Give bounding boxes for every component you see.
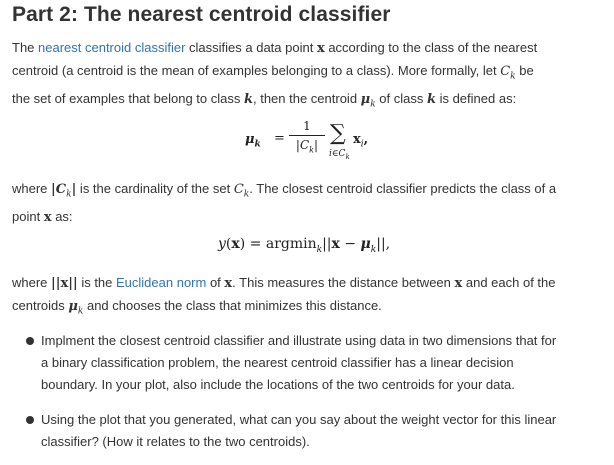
text: centroid (a centroid is the mean of examples belonging to a class). More formally, let bbox=[12, 63, 501, 78]
eq2-minus: − bbox=[339, 236, 361, 252]
eq2-norm-close: ||, bbox=[376, 236, 391, 252]
text: of bbox=[206, 275, 225, 290]
text: centroids bbox=[12, 298, 69, 313]
where2-line-1 bbox=[12, 272, 606, 295]
bullet-1-line-1: Implment the closest centroid classifier and illustrate using data in two dimensions that for bbox=[41, 333, 557, 348]
math-C: C bbox=[233, 182, 244, 197]
eq1-fraction bbox=[289, 119, 325, 157]
math-x: x bbox=[43, 209, 52, 225]
euclidean-paragraph bbox=[12, 272, 606, 323]
bullet-dot bbox=[26, 337, 34, 345]
bullet-item-2 bbox=[41, 409, 609, 453]
math-x: x bbox=[454, 276, 463, 291]
eq1-term bbox=[353, 132, 368, 150]
eq2-norm-open: || bbox=[322, 236, 332, 252]
text: point bbox=[12, 208, 44, 224]
math-mu: μ bbox=[360, 91, 371, 107]
math-sub-k: k bbox=[510, 71, 516, 82]
math-sub-k: k bbox=[77, 306, 84, 317]
eq1-equals: = bbox=[274, 131, 285, 146]
eq2-x: x bbox=[231, 236, 240, 252]
math-C: |C bbox=[51, 182, 67, 197]
text: and each of the bbox=[462, 275, 556, 290]
text: as: bbox=[51, 208, 73, 224]
eq1-mu-sub: k bbox=[254, 139, 261, 150]
page-title: Part 2: The nearest centroid classifier bbox=[12, 3, 391, 26]
text: . This measures the distance between bbox=[232, 275, 455, 290]
eq1-den-end: | bbox=[314, 138, 319, 152]
text: where bbox=[12, 275, 52, 290]
eq2-x2: x bbox=[331, 236, 340, 252]
argmin-equation bbox=[218, 236, 390, 255]
eq1-sum-symbol: ∑ bbox=[330, 121, 346, 146]
math-x: x bbox=[224, 276, 233, 291]
eq1-lhs bbox=[245, 132, 261, 150]
text: The bbox=[12, 40, 39, 55]
math-norm-x: ||x|| bbox=[51, 276, 78, 291]
math-k: k bbox=[243, 91, 253, 107]
text: is the bbox=[77, 275, 116, 290]
text: the set of examples that belong to class bbox=[12, 90, 244, 106]
eq1-numerator: 1 bbox=[303, 119, 311, 133]
text: of class bbox=[375, 90, 427, 106]
math-C: C bbox=[500, 64, 511, 79]
intro-line-2 bbox=[12, 60, 606, 88]
eq1-x-sub: i bbox=[360, 139, 364, 150]
eq2-argmin: ) = argmin bbox=[239, 236, 317, 252]
bullet-dot bbox=[26, 416, 34, 424]
bullet-1-line-2: a binary classification problem, the nearest centroid classifier has a linear decision bbox=[41, 355, 514, 370]
text: and chooses the class that minimizes this distance. bbox=[83, 298, 382, 313]
eq1-sum-subsub: k bbox=[345, 152, 350, 161]
bullet-1-line-3: boundary. In your plot, also include the locations of the two centroids for your data. bbox=[41, 377, 515, 392]
eq2-paren: ( bbox=[225, 236, 232, 252]
where1-line-1 bbox=[12, 178, 606, 206]
eq2-mu: μ bbox=[360, 236, 371, 252]
eq1-sum-subscript bbox=[329, 149, 350, 161]
eq1-den-text: |C bbox=[295, 138, 310, 152]
bullet-item-1 bbox=[41, 330, 609, 396]
bullet-2-line-2: classifier? (How it relates to the two centroids). bbox=[41, 434, 310, 449]
eq2-sub-k: k bbox=[316, 244, 323, 255]
intro-line-3 bbox=[12, 88, 606, 116]
text: is the cardinality of the set bbox=[76, 181, 234, 196]
cardinality-paragraph bbox=[12, 178, 606, 229]
text: where bbox=[12, 181, 52, 196]
text: classifies a data point bbox=[185, 40, 317, 55]
math-k: k bbox=[426, 91, 436, 107]
text: be bbox=[515, 63, 534, 78]
eq1-comma: , bbox=[363, 132, 369, 147]
math-x: x bbox=[316, 41, 325, 56]
text: , then the centroid bbox=[252, 90, 361, 106]
text: . The closest centroid classifier predicts the class of a bbox=[249, 181, 557, 196]
eq2-mu-sub: k bbox=[370, 244, 377, 255]
nearest-centroid-classifier-link[interactable]: nearest centroid classifier bbox=[38, 40, 186, 55]
intro-paragraph bbox=[12, 37, 606, 115]
bullet-2-line-1: Using the plot that you generated, what can you say about the weight vector for this linear bbox=[41, 412, 557, 427]
eq1-x: x bbox=[353, 132, 361, 147]
euclidean-norm-link[interactable]: Euclidean norm bbox=[116, 275, 207, 290]
text: according to the class of the nearest bbox=[324, 40, 538, 55]
eq1-denominator bbox=[289, 138, 325, 157]
math-sub-k: k bbox=[370, 99, 376, 110]
math-sub-k: k bbox=[243, 189, 250, 200]
eq1-den-sub: k bbox=[309, 145, 315, 155]
text: is defined as: bbox=[435, 90, 517, 106]
math-bar: | bbox=[71, 182, 77, 197]
eq2-y: y bbox=[218, 236, 226, 252]
eq1-sum-sub-text: i∈C bbox=[329, 149, 346, 159]
math-mu: μ bbox=[68, 299, 78, 314]
eq1-fraction-bar bbox=[289, 135, 325, 136]
intro-line-1 bbox=[12, 37, 606, 60]
where1-line-2 bbox=[12, 206, 606, 229]
math-sub-k: k bbox=[66, 189, 72, 200]
where2-line-2 bbox=[12, 295, 606, 323]
eq1-mu: μ bbox=[245, 132, 255, 147]
